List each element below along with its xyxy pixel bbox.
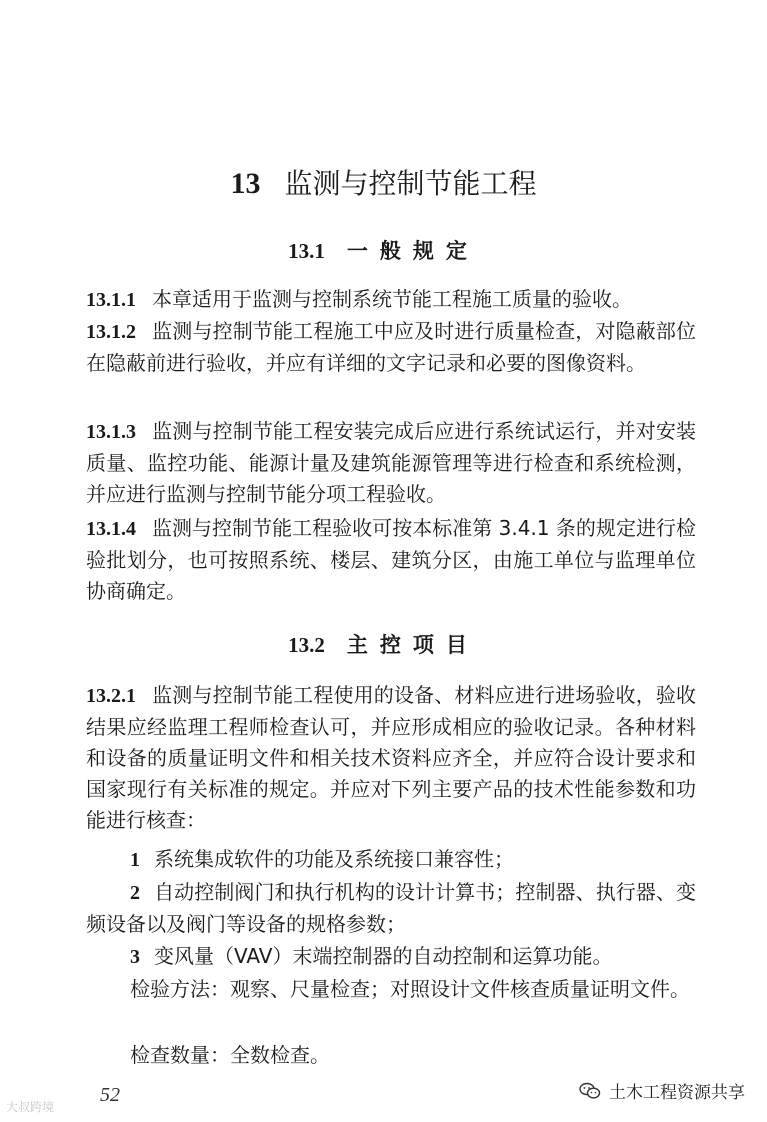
clause-number: 13.2.1 [86, 685, 136, 707]
list-item-number: 3 [130, 946, 140, 968]
wechat-icon [579, 1082, 601, 1100]
list-item-number: 1 [130, 849, 140, 871]
chapter-title [0, 164, 767, 204]
inspection-quantity: 检查数量：全数检查。 [130, 1043, 330, 1067]
clause-number: 13.1.1 [86, 289, 136, 311]
clause-13-1-1 [86, 284, 696, 316]
clause-13-1-4 [86, 513, 696, 607]
list-item-2 [86, 877, 696, 940]
section-number: 13.1 [288, 239, 325, 263]
list-item-3 [86, 941, 696, 973]
clause-text: 监测与控制节能工程安装完成后应进行系统试运行，并对安装质量、监控功能、能源计量及建筑能源管理等进行检查和系统检测，并应进行监测与控制节能分项工程验收。 [86, 419, 696, 506]
list-item-text: 自动控制阀门和执行机构的设计计算书；控制器、执行器、变频设备以及阀门等设备的规格参数； [86, 880, 696, 936]
page-number: 52 [100, 1084, 120, 1106]
chapter-title-text: 监测与控制节能工程 [284, 167, 537, 200]
section-title-13-1 [0, 236, 767, 266]
watermark-right [579, 1078, 745, 1103]
clause-text: 监测与控制节能工程使用的设备、材料应进行进场验收，验收结果应经监理工程师检查认可，并应形成相应的验收记录。各种材料和设备的质量证明文件和相关技术资料应齐全，并应符合设计要求和国家现行有关标准的规定。并应对下列主要产品的技术性能参数和功能进行核查： [86, 683, 696, 832]
list-item-text: 变风量（VAV）末端控制器的自动控制和运算功能。 [154, 944, 613, 968]
clause-text: 监测与控制节能工程施工中应及时进行质量检查，对隐蔽部位在隐蔽前进行验收，并应有详细的文字记录和必要的图像资料。 [86, 319, 696, 375]
watermark-left [6, 1098, 54, 1115]
inspection-method: 检验方法：观察、尺量检查；对照设计文件核查质量证明文件。 [130, 977, 690, 1001]
section-title-text: 主控项目 [346, 633, 479, 657]
chapter-number: 13 [230, 167, 261, 200]
section-number: 13.2 [288, 633, 325, 657]
clause-13-1-3 [86, 416, 696, 510]
list-item-text: 系统集成软件的功能及系统接口兼容性； [154, 847, 514, 871]
list-item-1 [86, 844, 696, 876]
clause-text: 监测与控制节能工程验收可按本标准第 3.4.1 条的规定进行检验批划分，也可按照系统、楼层、建筑分区，由施工单位与监理单位协商确定。 [86, 516, 696, 603]
clause-text: 本章适用于监测与控制系统节能工程施工质量的验收。 [152, 287, 632, 311]
section-title-13-2 [0, 630, 767, 660]
section-title-text: 一般规定 [346, 239, 479, 263]
clause-13-1-2 [86, 316, 696, 379]
watermark-left-text: 大叔跨境 [6, 1100, 55, 1114]
clause-number: 13.1.2 [86, 321, 136, 343]
watermark-right-text: 土木工程资源共享 [609, 1083, 745, 1103]
clause-number: 13.1.4 [86, 518, 136, 540]
list-item-number: 2 [130, 882, 140, 904]
clause-13-2-1 [86, 680, 696, 836]
clause-number: 13.1.3 [86, 421, 136, 443]
